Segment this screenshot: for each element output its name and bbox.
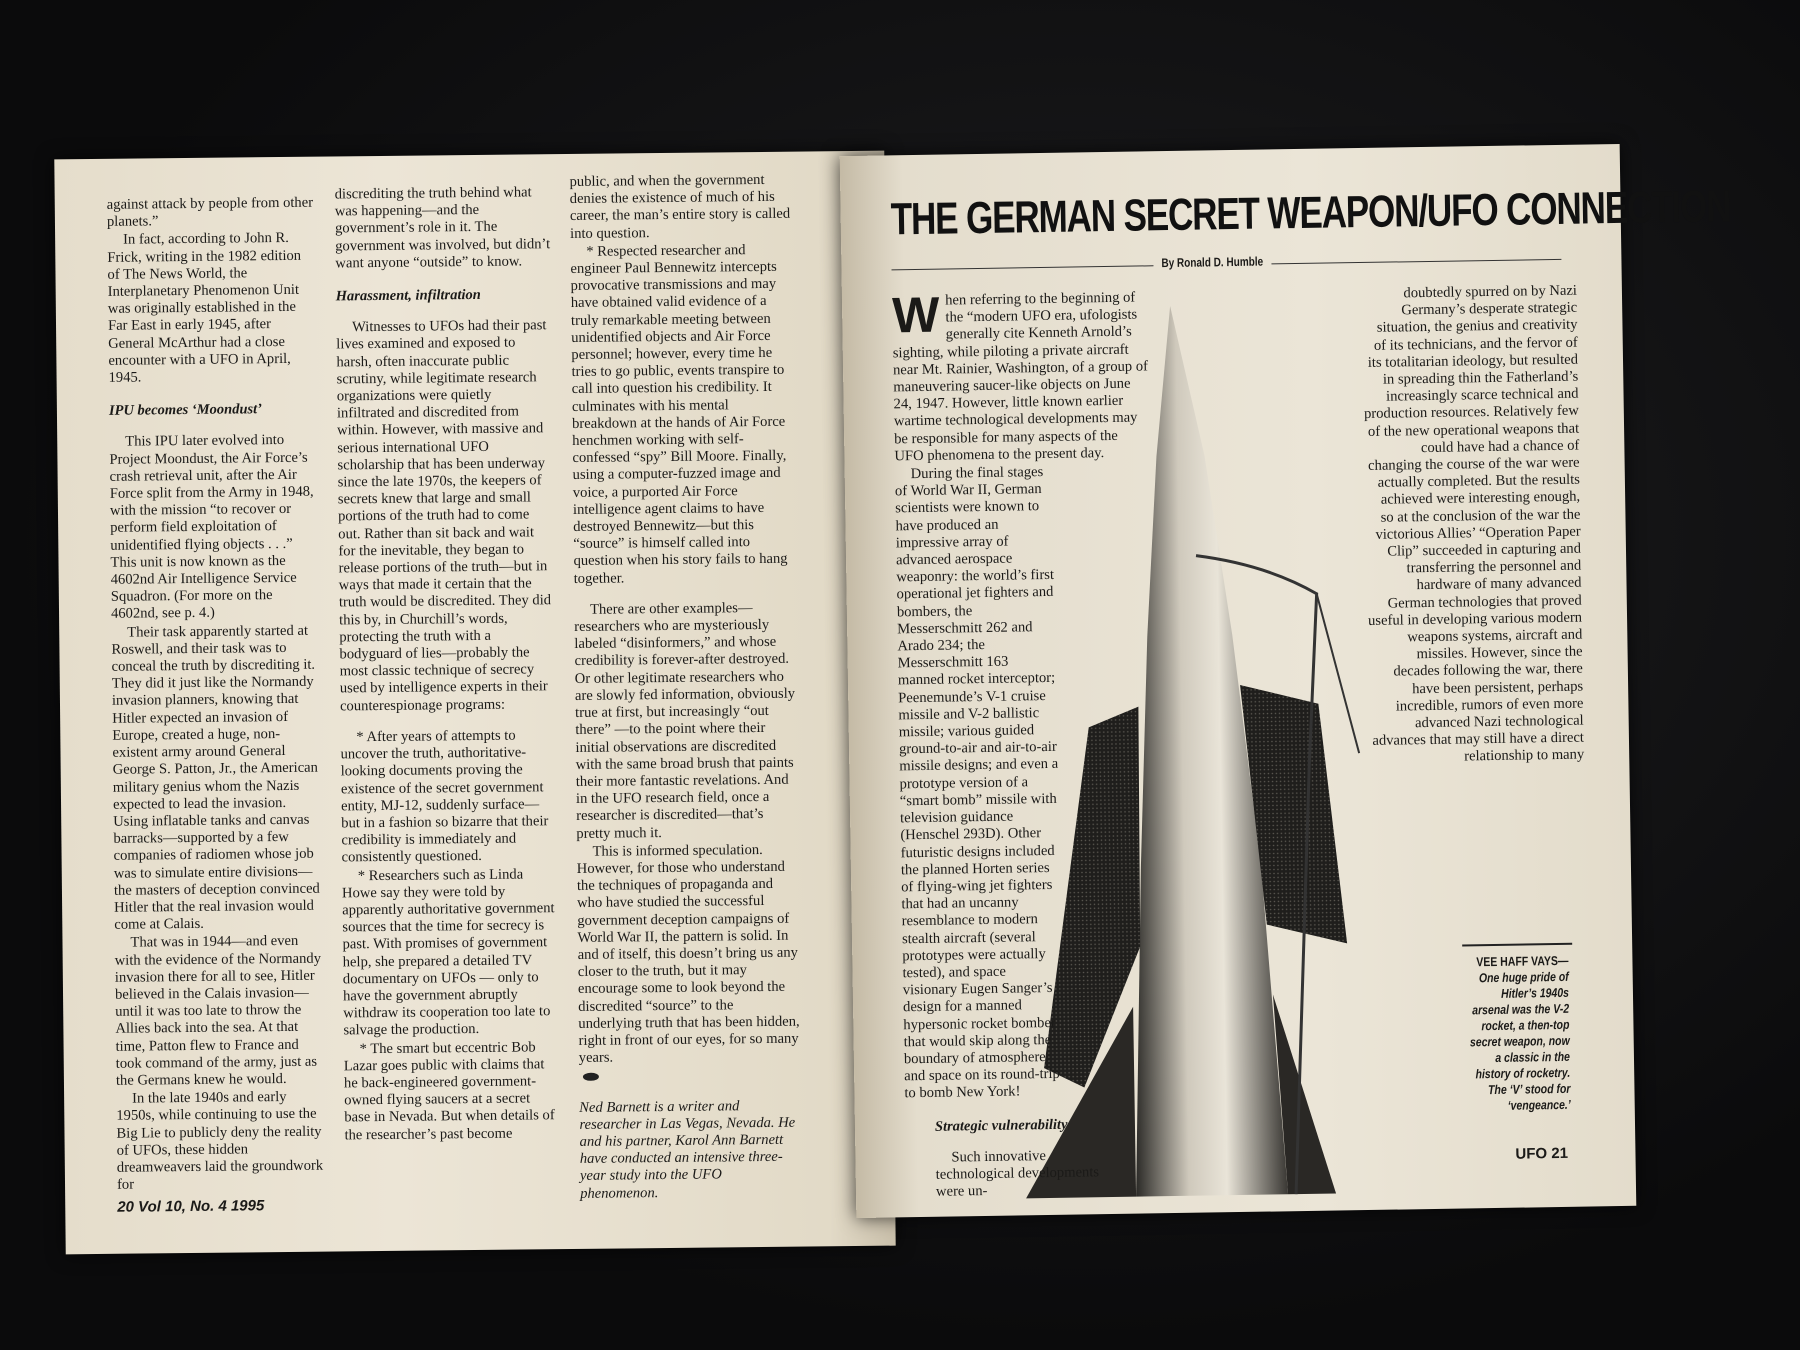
paragraph: Witnesses to UFOs had their past lives examined and exposed to harsh, often inaccurate public scrutiny, while legitimate research organizations were quietly infiltrated and discredited from within. However, with massive and serious international UFO scholarship that has been underway since the late 1970s, the keepers of secrets knew that large and small portions of the truth had to come out. Rather than sit back and wait for the inevitable, they began to release portions of the truth—but in ways that made it certain that the truth would be discredited. They did this by, in Churchill’s words, protecting the truth with a bodyguard of lies—probably the most classic technique of secrecy used by intelligence experts in their counterespionage programs: xyxy=(336,317,552,715)
paragraph: This is informed speculation. However, for those who understand the techniques of propaganda and who have studied the successful government deception campaigns of World War II, the pattern is solid. In and of itself, this doesn’t bring us any closer to the truth, but it may encourage some to look beyond the discredited “source” to the underlying truth that has been hidden, right in front of our eyes, for so many years. xyxy=(576,841,800,1067)
paragraph: There are other examples—researchers who are mysteriously labeled “disinformers,” and whose credibility is forever-after destroyed. Or other legitimate researchers who are slowly fed information, obviously true at first, but increasingly “out there” —to the point where their initial observations are discredited with the same broad brush that paints their more fantastic revelations. And in the UFO research field, once a researcher is discredited—that’s pretty much it. xyxy=(574,599,796,842)
paragraph: * Researchers such as Linda Howe say they were told by apparently authoritative government sources that the time for secrecy is past. With promises of government help, she prepared a detailed TV documentary on UFOs — only to have the government abruptly withdraw its cooperation too late to salvage the production. xyxy=(341,866,555,1039)
paragraph: That was in 1944—and even with the evidence of the Normandy invasion there for all to see, Hitler believed in the Calais invasion—until it was too late to throw the Allies back into the sea. At that time, Patton flew to France and took command of the army, just as the Germans knew he would. xyxy=(114,933,322,1089)
paragraph: In fact, according to John R. Frick, writing in the 1982 edition of The News World, the Interplanetary Phenomenon Unit was originally established in the Far East in early 1945, after General McArthur had a close encounter with a UFO in April, 1945. xyxy=(107,230,302,386)
paragraph: In the late 1940s and early 1950s, while continuing to use the Big Lie to publicly deny the reality of UFOs, these hidden dreamweavers laid the groundwork for xyxy=(116,1089,324,1193)
page-folio-right: UFO 21 xyxy=(1515,1144,1569,1163)
page-folio-left: 20 Vol 10, No. 4 1995 xyxy=(117,1197,265,1216)
paragraph: against attack by people from other planets.” xyxy=(106,194,314,231)
paragraph: This IPU later evolved into Project Moondust, the Air Force’s crash retrieval unit, after the Air Force split from the Army in 1948, with the mission “to recover or perform field exploitation of unidentified flying objects . . .” This unit is now known as the 4602nd Air Intelligence Service Squadron. (For more on the 4602nd, see p. 4.) xyxy=(109,432,314,623)
author-bio: Ned Barnett is a writer and researcher in Las Vegas, Nevada. He and his partner, Karol Ann Barnett have conducted an intensive three-year study into the UFO phenomenon. xyxy=(579,1097,796,1202)
intro-text: hen referring to the beginning of the “modern UFO era, ufologists generally cite Kenneth Arnold’s sighting, while piloting a private aircraft near Mt. Rainier, Washington, of a group of maneuvering saucer-like objects on June 24, 1947. However, little known earlier wartime technological developments may be responsible for many aspects of the UFO phenomena to the present day. xyxy=(892,289,1149,465)
caption-rule xyxy=(1462,943,1572,947)
paragraph: discrediting the truth behind what was happening—and the government’s role in it. The government was involved, but didn’t want anyone “outside” to know. xyxy=(334,184,551,272)
subhead: IPU becomes ‘Moondust’ xyxy=(108,401,263,420)
right-column-2 xyxy=(1362,283,1585,769)
article-headline: THE GERMAN SECRET WEAPON/UFO CONNECTION xyxy=(890,180,1731,245)
left-column-1 xyxy=(107,195,325,1195)
right-page xyxy=(840,144,1731,1218)
byline-rule-right xyxy=(1271,259,1561,265)
ufo-end-mark-icon xyxy=(583,1073,599,1081)
subhead: Harassment, infiltration xyxy=(335,286,481,305)
left-page xyxy=(54,151,895,1255)
byline-rule-left xyxy=(891,265,1153,270)
intro-paragraph xyxy=(891,286,1150,465)
byline: By Ronald D. Humble xyxy=(1161,254,1264,271)
caption-text: One huge pride of Hitler’s 1940s arsenal was the V-2 rocket, a then-top secret weapon, now a classic in the history of rocketry. The ‘V’ stood for ‘vengeance.’ xyxy=(1469,968,1571,1113)
right-column-1 xyxy=(891,286,1161,1202)
paragraph: Such innovative technological developments were un- xyxy=(935,1147,1100,1200)
paragraph: public, and when the government denies the existence of much of his career, the man’s entire story is called into question. xyxy=(569,171,791,242)
paragraph: * The smart but eccentric Bob Lazar goes public with claims that he back-engineered government-owned flying saucers at a secret base in Nevada. But when details of the researcher’s past become xyxy=(343,1038,555,1143)
caption-lead: VEE HAFF VAYS— xyxy=(1476,952,1569,970)
paragraph: Their task apparently started at Roswell, and their task was to conceal the truth by discrediting it. They did it just like the Normandy invasion planners, knowing that Hitler expected an invasion of Europe, created a huge, non-existent army around General George S. Patton, Jr., the American military genius whom the Nazis expected to lead the invasion. Using inflatable tanks and canvas barracks—supported by a few companies of radiomen whose job was to simulate entire divisions—the masters of deception convinced Hitler that the real invasion would come at Calais. xyxy=(111,622,320,933)
paragraph: During the final stages of World War II, German scientists were known to have produced an impressive array of advanced aerospace weaponry: the world’s first operational jet fighters and bombers, the Messerschmitt 262 and Arado 234; the Messerschmitt 163 manned rocket interceptor; Peenemunde’s V-1 cruise missile and V-2 ballistic missile; various guided ground-to-air and air-to-air missile designs; and even a prototype version of a “smart bomb” missile with television guidance (Henschel 293D). Other futuristic designs included the planned Horten series of flying-wing jet fighters that had an uncanny resemblance to modern stealth aircraft (several prototypes were actually tested), and space visionary Eugen Sanger’s design for a manned hypersonic rocket bomber that would skip along the boundary of atmosphere and space on its round-trip to bomb New York! xyxy=(894,464,1060,1102)
paragraph: * After years of attempts to uncover the truth, authoritative-looking documents proving the existence of the secret government entity, MJ-12, suddenly surface—but in a fashion so bizarre that their credibility is immediately and consistently questioned. xyxy=(340,727,549,866)
subhead: Strategic vulnerability xyxy=(934,1116,1068,1135)
left-column-3 xyxy=(569,172,802,1204)
paragraph: * Respected researcher and engineer Paul Bennewitz intercepts provocative transmissions and may have obtained valid evidence of a truly remarkable meeting between unidentified objects and Air Force personnel; however, every time he tries to go public, events transpire to call into question his credibility. It culminates with his mental breakdown at the hands of Air Force henchmen working with self-confessed “spy” Bill Moore. Finally, using a computer-fuzzed image and voice, a purported Air Force intelligence agent claims to have destroyed Bennewitz—but this “source” is himself called into question when his story fails to hang together. xyxy=(570,241,788,587)
paragraph: doubtedly spurred on by Nazi Germany’s desperate strategic situation, the genius and creativity of its technicians, and the fervor of its totalitarian ideology, but resulted in spreading thin the Fatherland’s increasingly scarce technical and production resources. Relatively few of the new operational weapons that could have had a chance of changing the course of the war were actually completed. But the results achieved were interesting enough, so at the conclusion of the war the victorious Allies’ “Operation Paper Clip” succeeded in capturing and transferring the personnel and hardware of many advanced German technologies that proved useful in developing various modern weapons systems, aircraft and missiles. However, since the decades following the war, there have been persistent, perhaps incredible, rumors of even more advanced Nazi technological advances that may still have a direct relationship to many xyxy=(1363,282,1585,765)
left-column-2 xyxy=(335,184,560,1145)
photo-caption xyxy=(1463,953,1570,1115)
drop-cap: W xyxy=(891,286,940,344)
